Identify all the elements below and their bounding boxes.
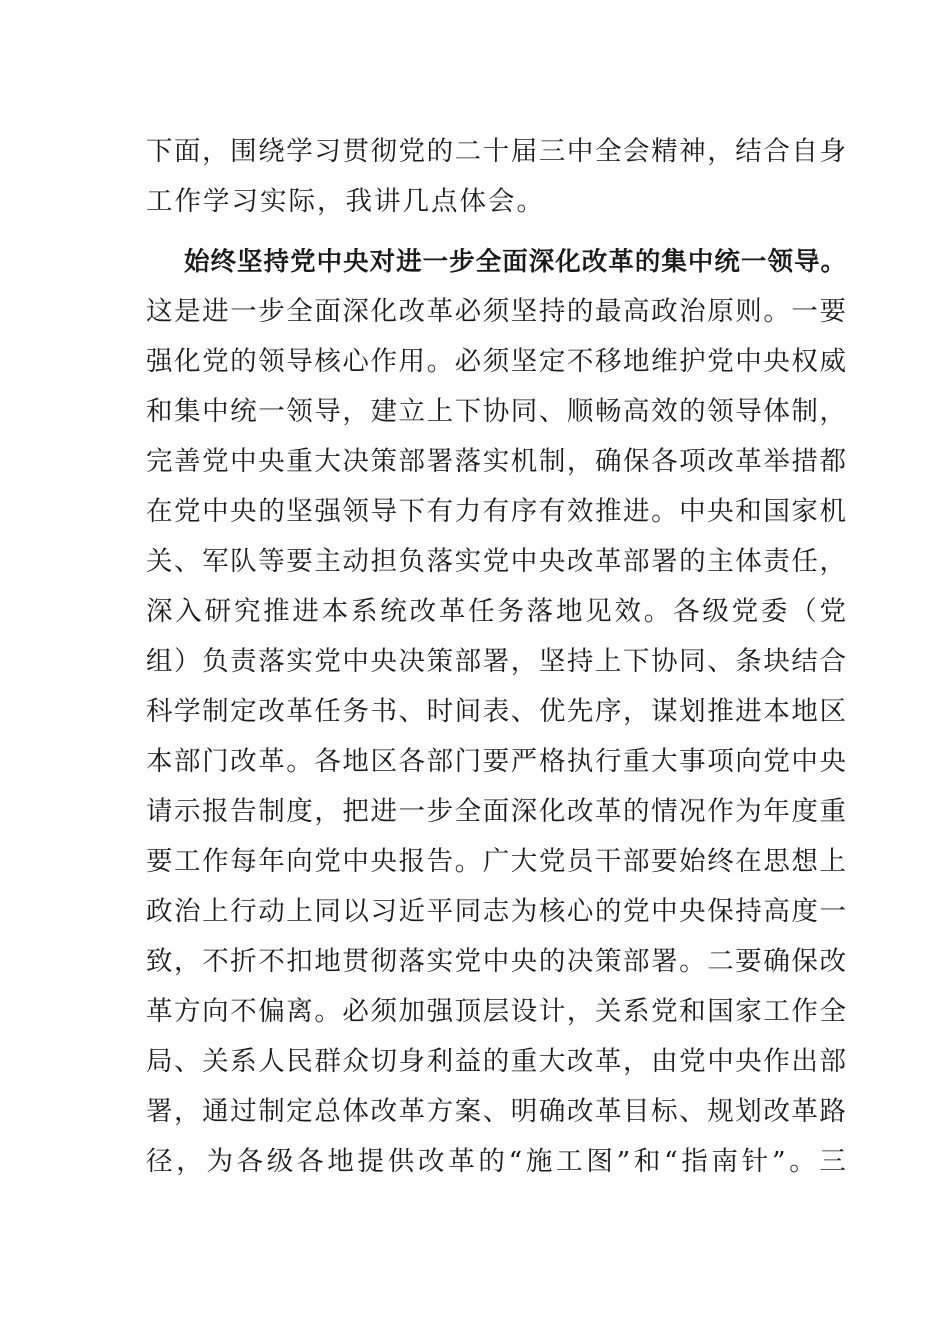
text-line: 完善党中央重大决策部署落实机制，确保各项改革举措都 <box>146 446 846 477</box>
text-line: 本部门改革。各地区各部门要严格执行重大事项向党中央 <box>146 746 846 777</box>
text-line: 下面，围绕学习贯彻党的二十届三中全会精神，结合自身 <box>146 136 846 167</box>
text-line: 工作学习实际，我讲几点体会。 <box>146 186 545 217</box>
text-line: 致，不折不扣地贯彻落实党中央的决策部署。二要确保改 <box>146 946 846 977</box>
text-line: 径，为各级各地提供改革的“施工图”和“指南针”。三 <box>146 1146 846 1177</box>
text-line: 革方向不偏离。必须加强顶层设计，关系党和国家工作全 <box>146 996 846 1027</box>
text-line: 局、关系人民群众切身利益的重大改革，由党中央作出部 <box>146 1046 846 1077</box>
text-line: 政治上行动上同以习近平同志为核心的党中央保持高度一 <box>146 896 846 927</box>
text-line: 科学制定改革任务书、时间表、优先序，谋划推进本地区 <box>146 696 846 727</box>
text-line: 署，通过制定总体改革方案、明确改革目标、规划改革路 <box>146 1096 846 1127</box>
text-line: 深入研究推进本系统改革任务落地见效。各级党委（党 <box>146 596 846 627</box>
text-line: 强化党的领导核心作用。必须坚定不移地维护党中央权威 <box>146 346 846 377</box>
text-line: 请示报告制度，把进一步全面深化改革的情况作为年度重 <box>146 796 846 827</box>
text-line: 要工作每年向党中央报告。广大党员干部要始终在思想上 <box>146 846 846 877</box>
text-line: 在党中央的坚强领导下有力有序有效推进。中央和国家机 <box>146 496 846 527</box>
text-line: 组）负责落实党中央决策部署，坚持上下协同、条块结合 <box>146 646 846 677</box>
section-heading: 始终坚持党中央对进一步全面深化改革的集中统一领导。 <box>184 247 846 277</box>
text-line: 这是进一步全面深化改革必须坚持的最高政治原则。一要 <box>146 296 846 327</box>
text-line: 关、军队等要主动担负落实党中央改革部署的主体责任， <box>146 546 846 577</box>
text-line: 和集中统一领导，建立上下协同、顺畅高效的领导体制， <box>146 396 846 427</box>
